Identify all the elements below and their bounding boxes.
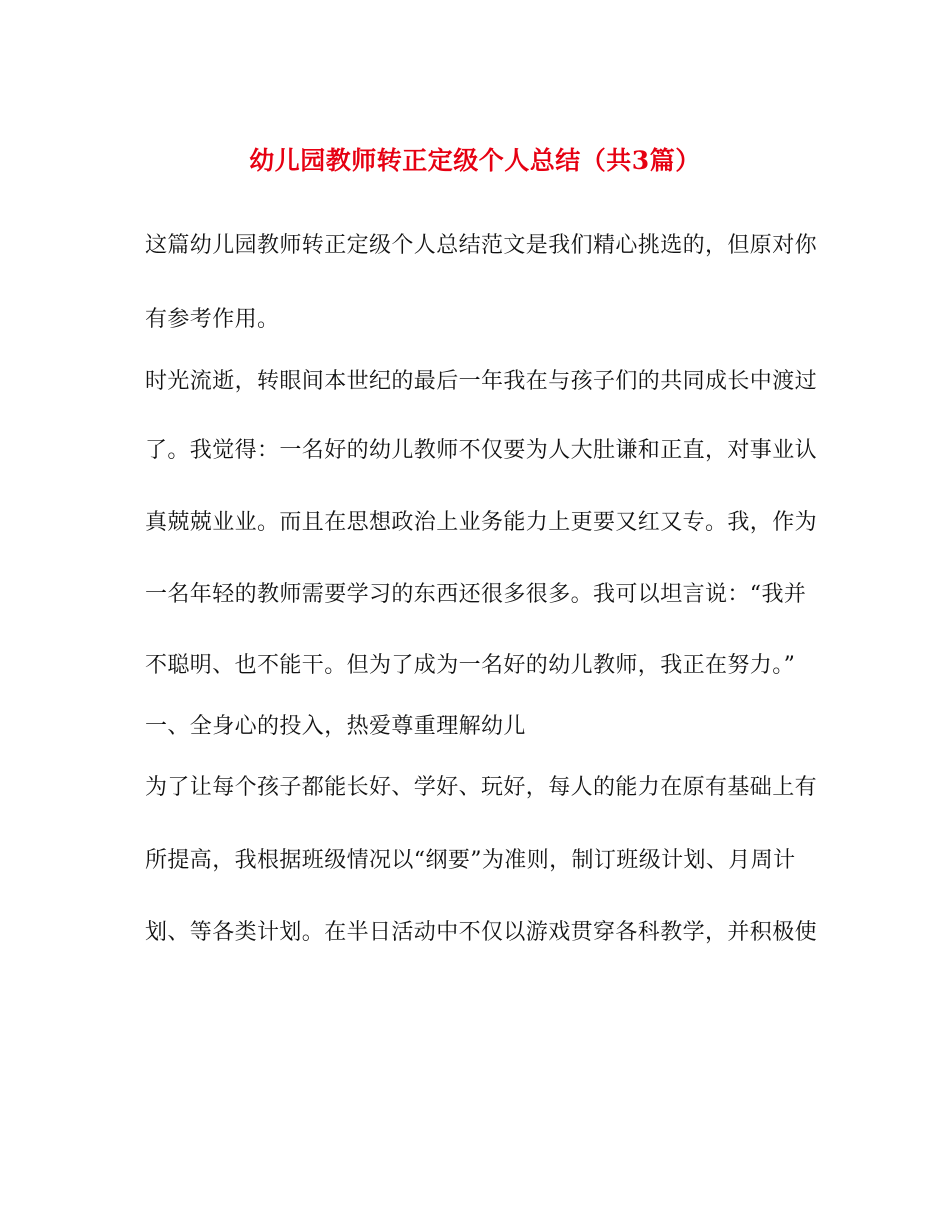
intro-line-2: 有参考作用。	[145, 307, 280, 332]
paragraph-line-2: 了。我觉得：一名好的幼儿教师不仅要为人大肚谦和正直，对事业认	[145, 438, 818, 463]
intro-line-1: 这篇幼儿园教师转正定级个人总结范文是我们精心挑选的，但原对你	[145, 233, 818, 258]
section-line-1: 为了让每个孩子都能长好、学好、玩好，每人的能力在原有基础上有	[145, 775, 818, 800]
paragraph-line-3: 真兢兢业业。而且在思想政治上业务能力上更要又红又专。我，作为	[145, 510, 818, 535]
section-line-2: 所提高，我根据班级情况以“纲要”为准则，制订班级计划、月周计	[145, 848, 796, 873]
section-heading: 一、全身心的投入，热爱尊重理解幼儿	[145, 714, 526, 739]
paragraph-line-1: 时光流逝，转眼间本世纪的最后一年我在与孩子们的共同成长中渡过	[145, 369, 818, 394]
section-line-3: 划、等各类计划。在半日活动中不仅以游戏贯穿各科教学，并积极使	[145, 920, 818, 945]
paragraph-line-5: 不聪明、也不能干。但为了成为一名好的幼儿教师，我正在努力。”	[145, 653, 796, 678]
document-title: 幼儿园教师转正定级个人总结（共3篇）	[249, 146, 701, 175]
paragraph-line-4: 一名年轻的教师需要学习的东西还很多很多。我可以坦言说：“我并	[145, 582, 807, 607]
